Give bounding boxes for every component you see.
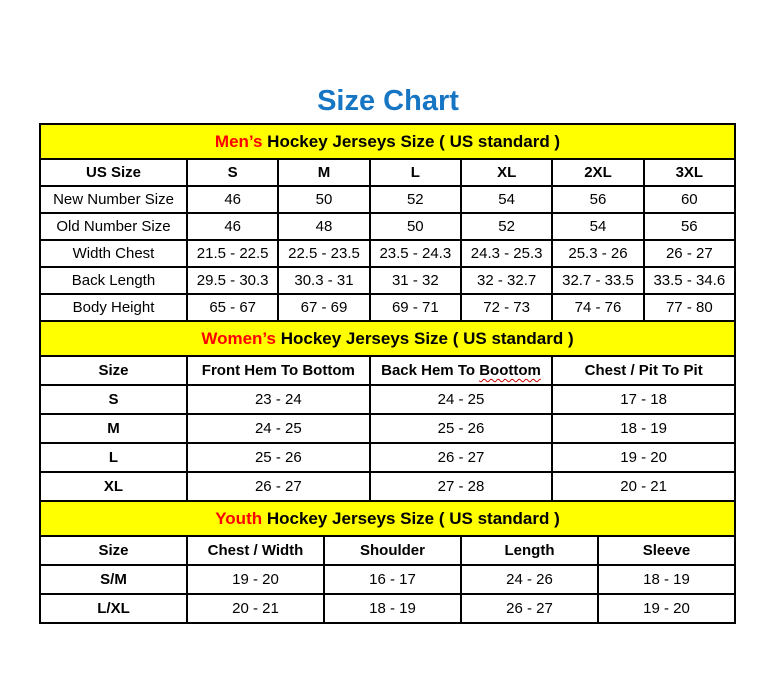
col-header-2xl: 2XL — [552, 159, 643, 186]
table-cell: 27 - 28 — [370, 472, 553, 501]
mens-section-heading — [39, 123, 736, 160]
row-label: S — [40, 385, 187, 414]
table-cell: 19 - 20 — [187, 565, 324, 594]
womens-section-heading — [39, 320, 736, 357]
table-cell: 23.5 - 24.3 — [370, 240, 461, 267]
table-cell: 24 - 25 — [370, 385, 553, 414]
table-row-women-l — [40, 443, 735, 472]
table-cell: 23 - 24 — [187, 385, 370, 414]
row-label: M — [40, 414, 187, 443]
row-label: S/M — [40, 565, 187, 594]
table-cell: 20 - 21 — [187, 594, 324, 623]
table-cell: 26 - 27 — [461, 594, 598, 623]
table-row-new-number-size — [40, 186, 735, 213]
mens-size-table — [39, 158, 736, 322]
womens-heading-rest: Hockey Jerseys Size ( US standard ) — [275, 329, 574, 348]
table-cell: 69 - 71 — [370, 294, 461, 321]
table-cell: 77 - 80 — [644, 294, 735, 321]
col-header-l: L — [370, 159, 461, 186]
table-cell: 65 - 67 — [187, 294, 278, 321]
row-label: Back Length — [40, 267, 187, 294]
table-cell: 56 — [644, 213, 735, 240]
row-label: L — [40, 443, 187, 472]
col-header-sleeve: Sleeve — [598, 536, 735, 565]
col-header-chest-pit: Chest / Pit To Pit — [552, 356, 735, 385]
youth-heading-rest: Hockey Jerseys Size ( US standard ) — [262, 509, 560, 528]
table-cell: 32 - 32.7 — [461, 267, 552, 294]
table-cell: 67 - 69 — [278, 294, 369, 321]
col-header-size: Size — [40, 356, 187, 385]
table-cell: 25 - 26 — [187, 443, 370, 472]
col-header-s: S — [187, 159, 278, 186]
table-cell: 21.5 - 22.5 — [187, 240, 278, 267]
table-cell: 52 — [370, 186, 461, 213]
womens-size-table — [39, 355, 736, 502]
table-row-body-height — [40, 294, 735, 321]
table-cell: 25.3 - 26 — [552, 240, 643, 267]
table-row-width-chest — [40, 240, 735, 267]
col-header-us-size: US Size — [40, 159, 187, 186]
table-row-women-s — [40, 385, 735, 414]
table-cell: 16 - 17 — [324, 565, 461, 594]
table-row-old-number-size — [40, 213, 735, 240]
table-cell: 54 — [552, 213, 643, 240]
womens-header-row — [40, 356, 735, 385]
row-label: L/XL — [40, 594, 187, 623]
table-row-back-length — [40, 267, 735, 294]
table-row-youth-lxl — [40, 594, 735, 623]
table-row-women-xl — [40, 472, 735, 501]
youth-size-table — [39, 535, 736, 624]
table-cell: 31 - 32 — [370, 267, 461, 294]
back-hem-label-prefix: Back Hem To — [381, 362, 480, 379]
womens-heading-highlight: Women’s — [201, 329, 276, 348]
table-cell: 72 - 73 — [461, 294, 552, 321]
table-cell: 60 — [644, 186, 735, 213]
table-cell: 26 - 27 — [370, 443, 553, 472]
col-header-back-hem — [370, 356, 553, 385]
table-cell: 24 - 25 — [187, 414, 370, 443]
table-row-women-m — [40, 414, 735, 443]
table-cell: 74 - 76 — [552, 294, 643, 321]
table-cell: 50 — [278, 186, 369, 213]
table-cell: 18 - 19 — [324, 594, 461, 623]
row-label: Old Number Size — [40, 213, 187, 240]
row-label: Width Chest — [40, 240, 187, 267]
col-header-front-hem: Front Hem To Bottom — [187, 356, 370, 385]
table-cell: 48 — [278, 213, 369, 240]
table-cell: 50 — [370, 213, 461, 240]
table-cell: 22.5 - 23.5 — [278, 240, 369, 267]
table-cell: 54 — [461, 186, 552, 213]
row-label: New Number Size — [40, 186, 187, 213]
page-title: Size Chart — [317, 85, 459, 118]
youth-heading-highlight: Youth — [215, 509, 263, 528]
table-cell: 19 - 20 — [552, 443, 735, 472]
table-cell: 24.3 - 25.3 — [461, 240, 552, 267]
col-header-length: Length — [461, 536, 598, 565]
col-header-size: Size — [40, 536, 187, 565]
size-chart — [39, 123, 736, 624]
row-label: Body Height — [40, 294, 187, 321]
col-header-xl: XL — [461, 159, 552, 186]
table-cell: 17 - 18 — [552, 385, 735, 414]
col-header-3xl: 3XL — [644, 159, 735, 186]
table-cell: 18 - 19 — [552, 414, 735, 443]
table-cell: 29.5 - 30.3 — [187, 267, 278, 294]
table-cell: 52 — [461, 213, 552, 240]
table-cell: 56 — [552, 186, 643, 213]
table-cell: 46 — [187, 213, 278, 240]
table-cell: 26 - 27 — [644, 240, 735, 267]
mens-heading-highlight: Men’s — [214, 132, 263, 151]
back-hem-misspelled-word: Boottom — [479, 362, 541, 379]
table-cell: 33.5 - 34.6 — [644, 267, 735, 294]
col-header-chest-width: Chest / Width — [187, 536, 324, 565]
table-cell: 19 - 20 — [598, 594, 735, 623]
table-cell: 32.7 - 33.5 — [552, 267, 643, 294]
mens-heading-rest: Hockey Jerseys Size ( US standard ) — [262, 132, 561, 151]
mens-header-row — [40, 159, 735, 186]
col-header-shoulder: Shoulder — [324, 536, 461, 565]
youth-section-heading — [39, 500, 736, 537]
table-cell: 24 - 26 — [461, 565, 598, 594]
table-cell: 46 — [187, 186, 278, 213]
table-cell: 26 - 27 — [187, 472, 370, 501]
table-cell: 20 - 21 — [552, 472, 735, 501]
table-cell: 30.3 - 31 — [278, 267, 369, 294]
table-cell: 25 - 26 — [370, 414, 553, 443]
youth-header-row — [40, 536, 735, 565]
row-label: XL — [40, 472, 187, 501]
col-header-m: M — [278, 159, 369, 186]
table-row-youth-sm — [40, 565, 735, 594]
table-cell: 18 - 19 — [598, 565, 735, 594]
